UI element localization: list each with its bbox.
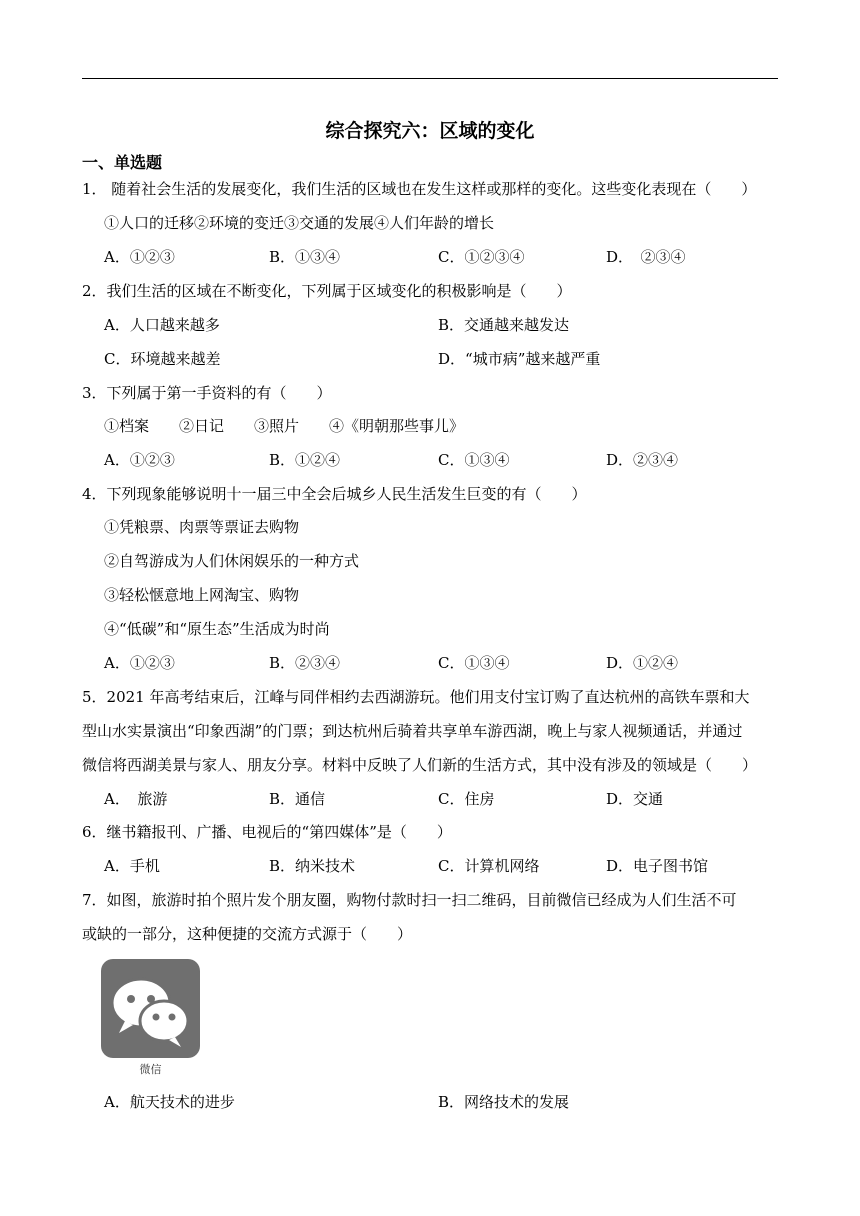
q1-option-d: D． ②③④	[606, 248, 686, 266]
q6-option-a: A．手机	[104, 857, 160, 875]
q4-option-c: C．①③④	[438, 654, 510, 672]
q1-option-a: A．①②③	[104, 248, 175, 266]
q6-option-b: B．纳米技术	[269, 857, 356, 875]
question-5-line-3: 微信将西湖美景与家人、朋友分享。材料中反映了人们新的生活方式，其中没有涉及的领域是（ ）	[82, 756, 758, 774]
question-3-stem: 3．下列属于第一手资料的有（ ）	[82, 384, 332, 402]
q4-option-a: A．①②③	[104, 654, 175, 672]
q1-option-b: B．①③④	[269, 248, 341, 266]
question-4-item-4: ④“低碳”和“原生态”生活成为时尚	[104, 620, 330, 638]
question-7-line-2: 或缺的一部分，这种便捷的交流方式源于（ ）	[82, 925, 413, 943]
q3-option-b: B．①②④	[269, 451, 341, 469]
question-4-item-1: ①凭粮票、肉票等票证去购物	[104, 518, 300, 536]
q1-option-c: C．①②③④	[438, 248, 525, 266]
q2-option-d: D．“城市病”越来越严重	[438, 350, 601, 368]
q6-option-c: C．计算机网络	[438, 857, 540, 875]
question-1-stem: 1． 随着社会生活的发展变化，我们生活的区域也在发生这样或那样的变化。这些变化表现在（ ）	[82, 180, 757, 198]
q3-option-c: C．①③④	[438, 451, 510, 469]
q4-option-d: D．①②④	[606, 654, 679, 672]
header-rule	[82, 78, 778, 79]
section-heading: 一、单选题	[82, 153, 163, 172]
q3-option-a: A．①②③	[104, 451, 175, 469]
question-3-items: ①档案 ②日记 ③照片 ④《明朝那些事儿》	[104, 417, 465, 435]
page-title: 综合探究六：区域的变化	[325, 120, 535, 142]
q6-option-d: D．电子图书馆	[606, 857, 709, 875]
question-6-stem: 6．继书籍报刊、广播、电视后的“第四媒体”是（ ）	[82, 823, 452, 841]
q2-option-a: A．人口越来越多	[104, 316, 220, 334]
question-4-stem: 4．下列现象能够说明十一届三中全会后城乡人民生活发生巨变的有（ ）	[82, 485, 587, 503]
question-5-line-1: 5．2021 年高考结束后，江峰与同伴相约去西湖游玩。他们用支付宝订购了直达杭州的高铁车票和大	[82, 688, 750, 706]
q7-option-b: B．网络技术的发展	[438, 1093, 570, 1111]
wechat-caption: 微信	[139, 1063, 162, 1076]
q5-option-d: D．交通	[606, 790, 664, 808]
q4-option-b: B．②③④	[269, 654, 341, 672]
question-4-item-3: ③轻松惬意地上网淘宝、购物	[104, 586, 300, 604]
q7-option-a: A．航天技术的进步	[104, 1093, 235, 1111]
question-2-stem: 2．我们生活的区域在不断变化，下列属于区域变化的积极影响是（ ）	[82, 282, 572, 300]
q5-option-b: B．通信	[269, 790, 326, 808]
wechat-logo-icon	[101, 959, 200, 1058]
q2-option-b: B．交通越来越发达	[438, 316, 570, 334]
q5-option-a: A． 旅游	[104, 790, 168, 808]
q5-option-c: C．住房	[438, 790, 495, 808]
question-1-items: ①人口的迁移②环境的变迁③交通的发展④人们年龄的增长	[104, 214, 495, 232]
question-5-line-2: 型山水实景演出“印象西湖”的门票；到达杭州后骑着共享单车游西湖，晚上与家人视频通话，并通过	[82, 722, 743, 740]
question-7-line-1: 7．如图，旅游时拍个照片发个朋友圈，购物付款时扫一扫二维码，目前微信已经成为人们生活不可	[82, 891, 737, 909]
question-4-item-2: ②自驾游成为人们休闲娱乐的一种方式	[104, 552, 360, 570]
q2-option-c: C．环境越来越差	[104, 350, 221, 368]
q3-option-d: D．②③④	[606, 451, 679, 469]
